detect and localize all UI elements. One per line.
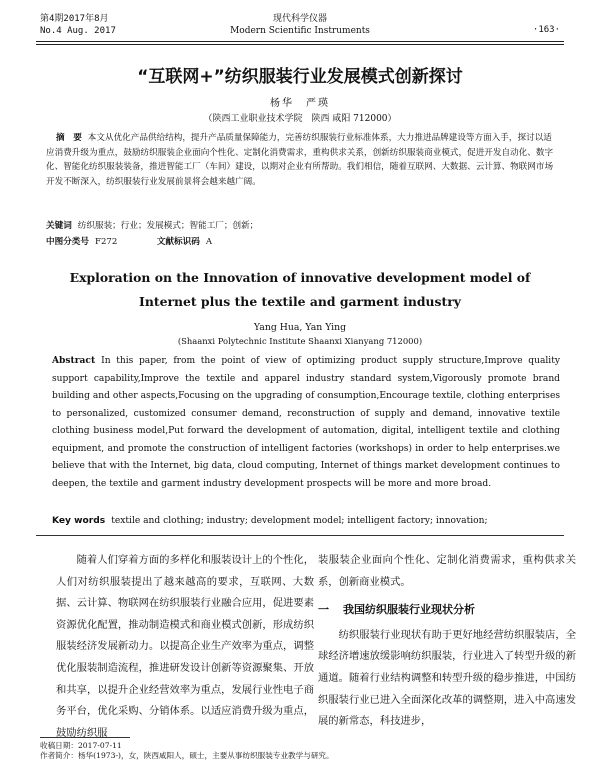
header-rule [36,41,564,45]
body-paragraph: 纺织服装行业现状有助于更好地经营纺织服装店，全球经济增速放缓影响纺织服装，行业进入了转型升级的新通道。随着行业结构调整和转型升级的稳步推进，中国纺织服装行业已进入全面深化改革的调整期，进入中高速发展的新常态，科技进步， [318,628,576,728]
abstract-zh-label: 摘 要 [56,133,82,143]
clc-value: F272 [94,237,118,247]
abstract-en [52,352,560,493]
body-paragraph-continued: 装服装企业面向个性化、定制化消费需求，重构供求关系，创新商业模式。 [318,554,576,588]
keywords-zh-text: 纺织服装；行业；发展模式；智能工厂；创新； [77,221,259,231]
keywords-zh-label: 关键词 [46,221,72,231]
journal-name-en: Modern Scientific Instruments [230,26,370,36]
doc-code-value: A [205,237,213,247]
title-zh: “互联网+”纺织服装行业发展模式创新探讨 [137,67,463,87]
affiliation-zh: （陕西工业职业技术学院 陕西 咸阳 712000） [203,114,397,124]
classification-zh [46,235,218,247]
authors-en: Yang Hua, Yan Ying [253,322,347,333]
page-number: ·163· [532,25,560,35]
footnote-author: 作者简介：杨华(1973-)，女，陕西咸阳人，硕士，主要从事纺织服装专业教学与研究。 [40,751,334,760]
journal-name-zh: 现代科学仪器 [272,14,327,24]
journal-issue-en: No.4 Aug. 2017 [40,26,116,36]
footnote [40,741,334,761]
section-title: 我国纺织服装行业现状分析 [343,603,475,617]
section-heading [318,599,576,621]
body-paragraph: 随着人们穿着方面的多样化和服装设计上的个性化，人们对纺织服装提出了越来越高的要求，互联网、大数据、云计算、物联网在纺织服装行业融合应用，促进要素资源优化配置，推动制造模式和商业模式创新，形成纺织服装经济发展新动力。以提高企业生产效率为重点，调整优化服装制造流程，推进研发设计创新等资源聚集、开放和共享，以提升企业经营效率为重点，发展行业性电子商务平台，优化采购、分销体系。以适应消费升级为重点，鼓励纺织服 [56,554,314,739]
keywords-zh [46,219,258,231]
body-column-left [56,550,314,744]
authors-zh: 杨华 严瑛 [270,98,330,109]
abstract-zh [46,131,560,189]
body-column-right [318,550,576,733]
keywords-en-text: textile and clothing; industry; development model; intelligent factory; innovation; [111,516,488,526]
section-number: 一 [318,603,329,617]
abstract-zh-text: 本文从优化产品供给结构，提升产品质量保障能力，完善纺织服装行业标准体系，大力推进品牌建设等方面入手，探讨以适应消费升级为重点，鼓励纺织服装企业面向个性化、定制化消费需求，重构供求关系，创新纺织服装商业模式，促进开发自动化、数字化、智能化纺织服装装备，推进智能工厂（车间）建设，以期对企业有所帮助。我们相信，随着互联网、大数据、云计算、物联网市场开发不断深入，纺织服装行业发展前景将会越来越广阔。 [46,133,554,187]
affiliation-en: (Shaanxi Polytechnic Institute Shaanxi Xianyang 712000) [177,336,423,346]
footnote-rule [40,737,130,738]
abstract-en-label: Abstract [52,355,96,366]
clc-label: 中图分类号 [46,237,89,247]
abstract-en-text: In this paper, from the point of view of optimizing product supply structure,Improve quality support capability,Improve the textile and apparel industry standard system,Vigorously promote brand building and other aspects,Focusing on the upgrading of consumption,Encourage textile, clothing enterprises to personalized, customized consumer demand, reconstruction of supply and demand, innovative textile clothing business model,Put forward the development of automation, digital, intelligent textile and clothing equipment, and promote the construction of intelligent factories (workshops) in order to help enterprises.we believe that with the Internet, big data, cloud computing, Internet of things market development continues to deepen, the textile and garment industry development prospects will be more and more broad. [52,356,560,489]
title-en: Exploration on the Innovation of innovative development model of Internet plus the textile and garment industry [69,270,531,309]
keywords-en [52,516,560,526]
section-divider [36,535,564,536]
keywords-en-label: Key words [52,516,106,526]
footnote-received: 收稿日期：2017-07-11 [40,741,122,750]
journal-issue-zh: 第4期2017年8月 [40,14,109,24]
journal-name [0,13,600,37]
doc-code-label: 文献标识码 [156,237,200,247]
